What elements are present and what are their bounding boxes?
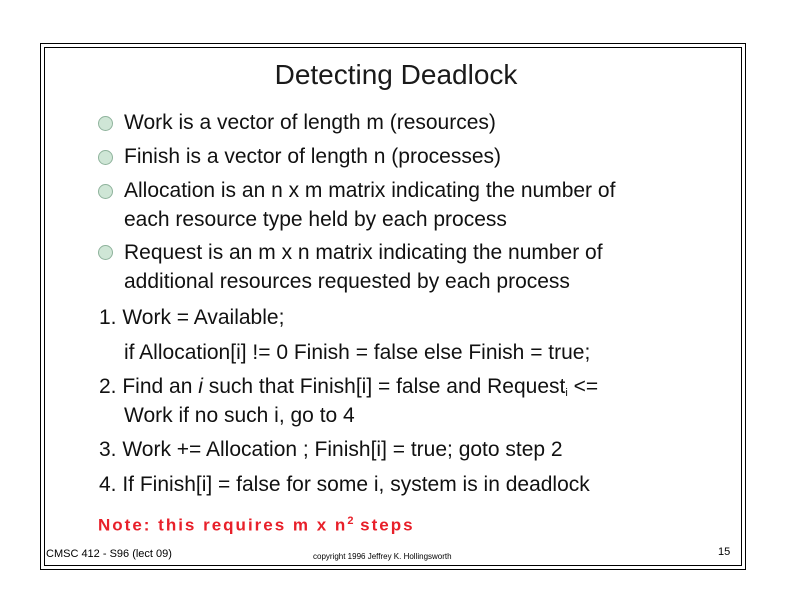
step-2-subscript: i bbox=[565, 387, 568, 399]
bullet-dot-icon bbox=[98, 245, 113, 260]
step-2-var-i: i bbox=[198, 375, 203, 398]
step-1: 1. Work = Available; bbox=[99, 306, 285, 329]
step-2-mid: such that Finish[i] = false and Request bbox=[202, 375, 566, 398]
step-2-post: <= bbox=[567, 375, 599, 398]
bullet-dot-icon bbox=[98, 150, 113, 165]
step-2-pre: 2. Find an bbox=[99, 375, 199, 398]
bullet-allocation: Allocation is an n x m matrix indicating the number of bbox=[124, 179, 616, 202]
bullet-request-cont: additional resources requested by each process bbox=[124, 270, 570, 293]
slide-title: Detecting Deadlock bbox=[274, 59, 518, 90]
bullet-dot-icon bbox=[98, 116, 113, 131]
bullet-allocation-cont: each resource type held by each process bbox=[124, 208, 507, 231]
bullet-dot-icon bbox=[98, 184, 113, 199]
step-2-cont: Work if no such i, go to 4 bbox=[124, 404, 355, 427]
bullet-work: Work is a vector of length m (resources) bbox=[124, 111, 496, 134]
step-1-cont: if Allocation[i] != 0 Finish = false else Finish = true; bbox=[124, 341, 591, 364]
bullet-finish: Finish is a vector of length n (processes) bbox=[124, 145, 501, 168]
note-superscript: 2 bbox=[347, 515, 354, 527]
footer-page-number: 15 bbox=[718, 546, 731, 558]
note-post: steps bbox=[353, 515, 415, 535]
step-2 bbox=[99, 374, 598, 406]
step-4: 4. If Finish[i] = false for some i, system is in deadlock bbox=[99, 473, 590, 496]
note-pre: Note: this requires m x n bbox=[98, 515, 348, 535]
step-3: 3. Work += Allocation ; Finish[i] = true; goto step 2 bbox=[99, 438, 563, 461]
note-text bbox=[98, 510, 415, 537]
footer-course: CMSC 412 - S96 (lect 09) bbox=[46, 548, 172, 560]
bullet-request: Request is an m x n matrix indicating the number of bbox=[124, 241, 603, 264]
footer-copyright: copyright 1996 Jeffrey K. Hollingsworth bbox=[313, 552, 452, 561]
